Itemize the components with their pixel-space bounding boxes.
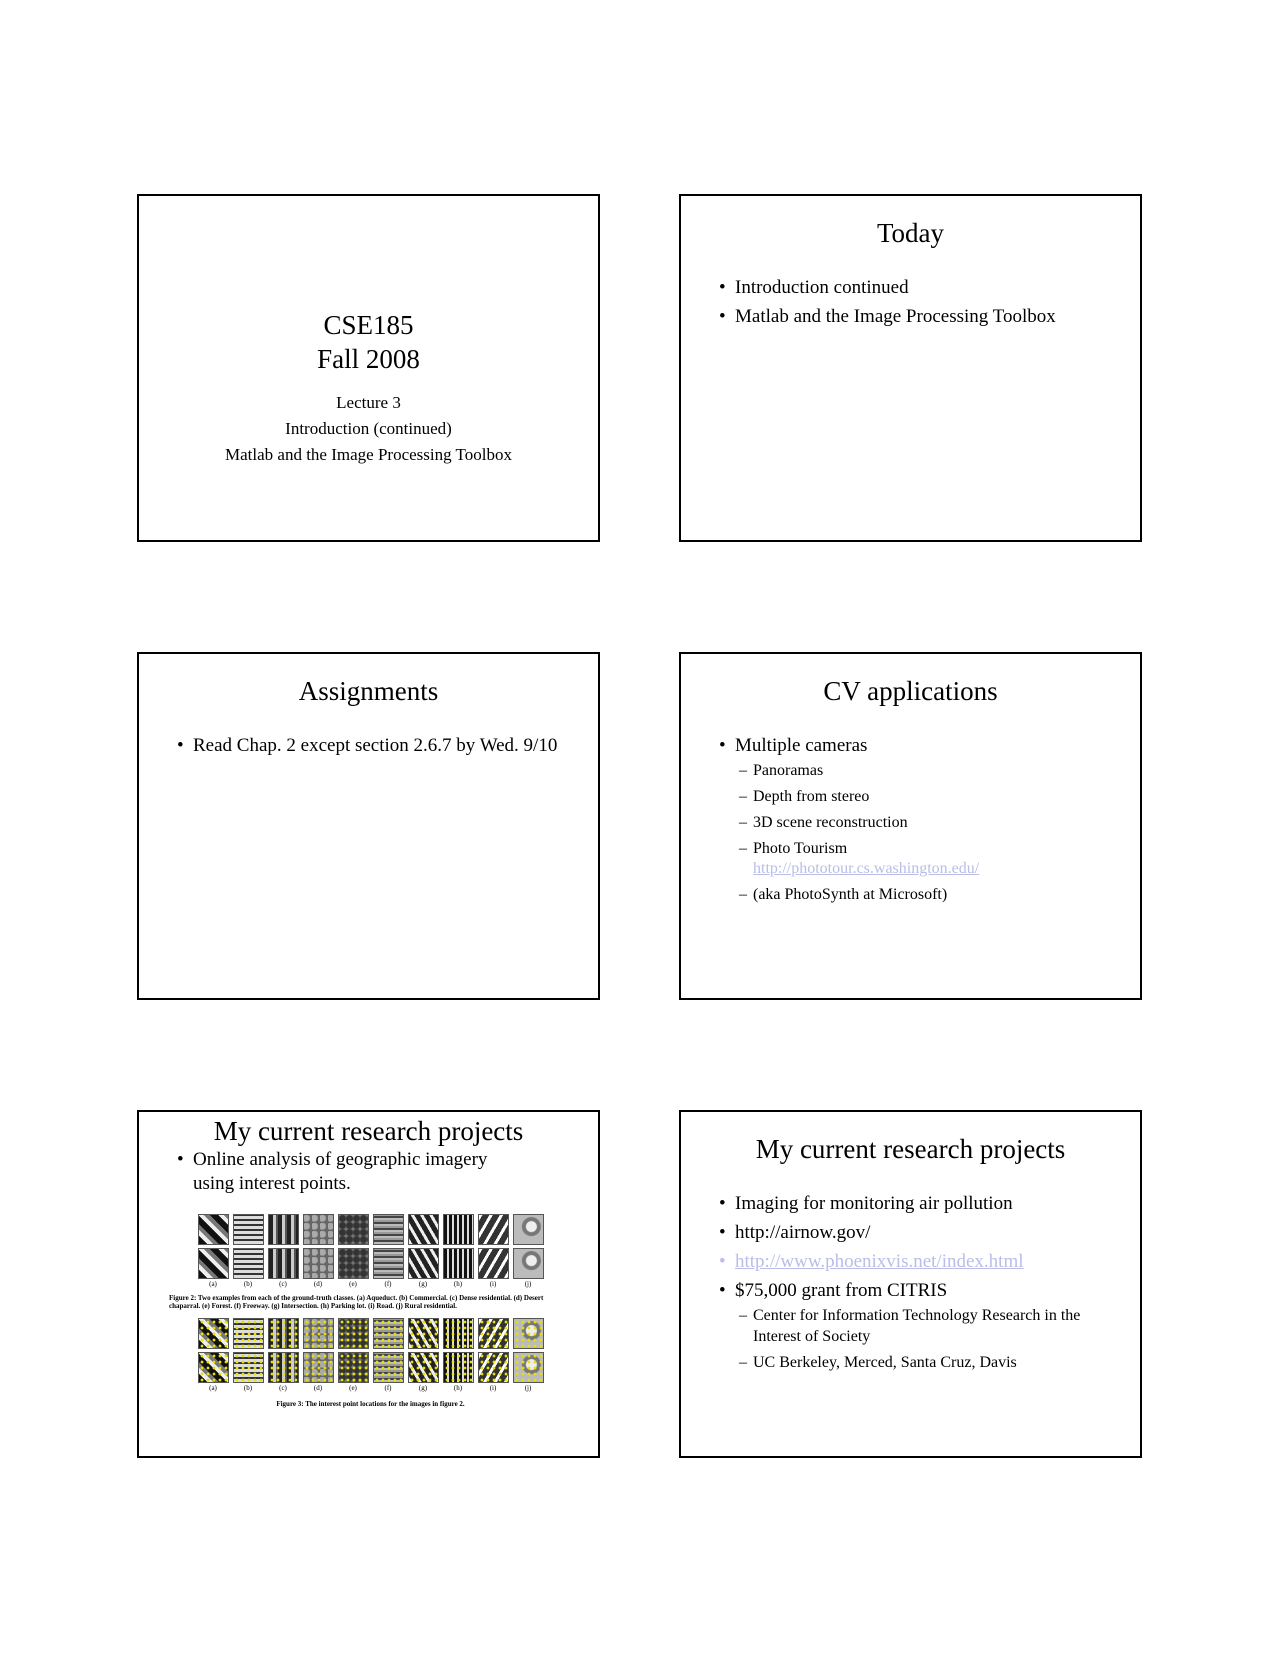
bullet-icon: • [719,1222,726,1243]
thumbnail-label: (f) [384,1280,392,1288]
slide-cv-applications [679,652,1142,1000]
slide-today [679,194,1142,542]
aerial-thumbnail [268,1214,299,1245]
title-block [139,308,598,468]
thumbnail-label: (c) [279,1280,287,1288]
thumbnail-label: (a) [209,1280,217,1288]
thumbnail-label: (f) [384,1384,392,1392]
thumbnail-label: (c) [279,1384,287,1392]
bullet-list [719,276,1120,334]
aerial-thumbnail [198,1248,229,1279]
aerial-thumbnail [408,1214,439,1245]
sub-item: – (aka PhotoSynth at Microsoft) [739,886,948,903]
aerial-thumbnail [198,1214,229,1245]
list-item: • Matlab and the Image Processing Toolbox [719,306,1056,327]
aerial-thumbnail [513,1214,544,1245]
aerial-thumbnail [478,1318,509,1349]
aerial-thumbnail [303,1352,334,1383]
thumbnail-label: (g) [418,1280,428,1288]
sub-item: – UC Berkeley, Merced, Santa Cruz, Davis [739,1354,1017,1371]
list-item: • $75,000 grant from CITRIS – Center for Information Technology Research in the Interest of Society – UC Berkeley, Merced, Santa Cruz, Davis [719,1279,1120,1373]
slide-heading: Today [876,218,945,248]
slide-title [137,194,600,542]
slide-heading: Assignments [298,676,439,706]
aerial-thumbnail [268,1248,299,1279]
sub-item: – Center for Information Technology Research in the Interest of Society [739,1307,1081,1345]
phototour-link[interactable]: http://phototour.cs.washington.edu/ [753,860,980,877]
aerial-thumbnail [443,1352,474,1383]
list-item: • Multiple cameras – Panoramas – Depth from stereo – 3D scene reconstruction – Photo Tourism http://phototour.cs.washington.edu/ – (aka PhotoSynth at Microsoft) [719,734,1120,905]
aerial-thumbnail [513,1248,544,1279]
list-item: • Imaging for monitoring air pollution [719,1193,1013,1214]
aerial-thumbnail [373,1214,404,1245]
bullet-icon: • [719,1251,726,1272]
thumbnail-label: (d) [313,1384,323,1392]
thumbnail-label: (h) [453,1384,463,1392]
sub-list [735,760,1120,905]
lecture-number: Lecture 3 [336,393,401,412]
slide-assignments [137,652,600,1000]
thumbnail-label: (d) [313,1280,323,1288]
aerial-thumbnail [198,1318,229,1349]
thumbnail-label: (g) [418,1384,428,1392]
thumbnail-label: (e) [349,1280,357,1288]
thumbnail-labels [169,1384,572,1392]
aerial-thumbnail [373,1352,404,1383]
airnow-link[interactable]: http://airnow.gov/ [735,1222,871,1243]
thumbnail-label: (a) [209,1384,217,1392]
bullet-list [177,1148,528,1201]
aerial-thumbnail [373,1318,404,1349]
lecture-topic-2: Matlab and the Image Processing Toolbox [225,445,512,464]
aerial-thumbnail [268,1352,299,1383]
bullet-list [719,734,1120,910]
course-code: CSE185 [323,310,414,340]
thumbnail-label: (i) [489,1280,497,1288]
aerial-thumbnail [338,1214,369,1245]
aerial-thumbnail [233,1352,264,1383]
figure-caption: Figure 3: The interest point locations for the images in figure 2. [276,1400,465,1408]
slide-research-pollution [679,1110,1142,1458]
aerial-thumbnail [338,1352,369,1383]
aerial-thumbnail [338,1248,369,1279]
aerial-thumbnail [373,1248,404,1279]
sub-item: – Panoramas [739,762,824,779]
aerial-thumbnail [408,1318,439,1349]
thumbnail-label: (i) [489,1384,497,1392]
thumbnail-grid [169,1214,572,1279]
aerial-thumbnail [513,1318,544,1349]
bullet-icon: • [719,735,726,756]
aerial-thumbnail [338,1318,369,1349]
aerial-thumbnail [268,1318,299,1349]
aerial-thumbnail [443,1248,474,1279]
aerial-thumbnail [443,1318,474,1349]
bullet-list [719,1192,1120,1378]
lecture-topic-1: Introduction (continued) [285,419,452,438]
list-item: • Online analysis of geographic imagery using interest points. [177,1149,488,1194]
aerial-thumbnail [408,1248,439,1279]
aerial-thumbnail [443,1214,474,1245]
slide-heading: My current research projects [755,1134,1066,1164]
sub-item: – Photo Tourism http://phototour.cs.washington.edu/ [739,838,1120,879]
slide-research-imagery [137,1110,600,1458]
aerial-thumbnail [408,1352,439,1383]
figure-ground-truth [169,1214,572,1416]
list-item [719,1250,1120,1274]
bullet-icon: • [719,1193,726,1214]
bullet-icon: • [719,277,726,298]
aerial-thumbnail [198,1352,229,1383]
thumbnail-label: (h) [453,1280,463,1288]
aerial-thumbnail [478,1248,509,1279]
bullet-icon: • [177,735,184,756]
aerial-thumbnail [303,1318,334,1349]
bullet-icon: • [719,1280,726,1301]
sub-item: – 3D scene reconstruction [739,814,908,831]
sub-item: – Depth from stereo [739,788,870,805]
aerial-thumbnail [478,1214,509,1245]
aerial-thumbnail [233,1248,264,1279]
slide-heading: My current research projects [213,1116,524,1146]
thumbnail-label: (e) [349,1384,357,1392]
aerial-thumbnail [233,1318,264,1349]
aerial-thumbnail [303,1248,334,1279]
thumbnail-label: (b) [243,1384,253,1392]
thumbnail-grid-interest-points [169,1318,572,1383]
thumbnail-labels [169,1280,572,1288]
thumbnail-label: (b) [243,1280,253,1288]
bullet-list [177,734,558,763]
aerial-thumbnail [303,1214,334,1245]
list-item: • Introduction continued [719,277,909,298]
list-item: • Read Chap. 2 except section 2.6.7 by Wed. 9/10 [177,735,558,756]
course-term: Fall 2008 [317,344,420,374]
phoenixvis-link[interactable]: http://www.phoenixvis.net/index.html [735,1251,1024,1272]
aerial-thumbnail [233,1214,264,1245]
figure-caption: Figure 2: Two examples from each of the ground-truth classes. (a) Aqueduct. (b) Commercial. (c) Dense residential. (d) Desert chaparral. (e) Forest. (f) Freeway. (g) Intersection. (h) Parking lot. (i) Road. (j) Rural residential. [169,1294,544,1310]
thumbnail-label: (j) [524,1280,532,1288]
sub-list [735,1305,1120,1373]
bullet-icon: • [719,306,726,327]
aerial-thumbnail [478,1352,509,1383]
bullet-icon: • [177,1149,184,1170]
aerial-thumbnail [513,1352,544,1383]
thumbnail-label: (j) [524,1384,532,1392]
list-item [719,1221,1120,1245]
slide-heading: CV applications [823,676,998,706]
